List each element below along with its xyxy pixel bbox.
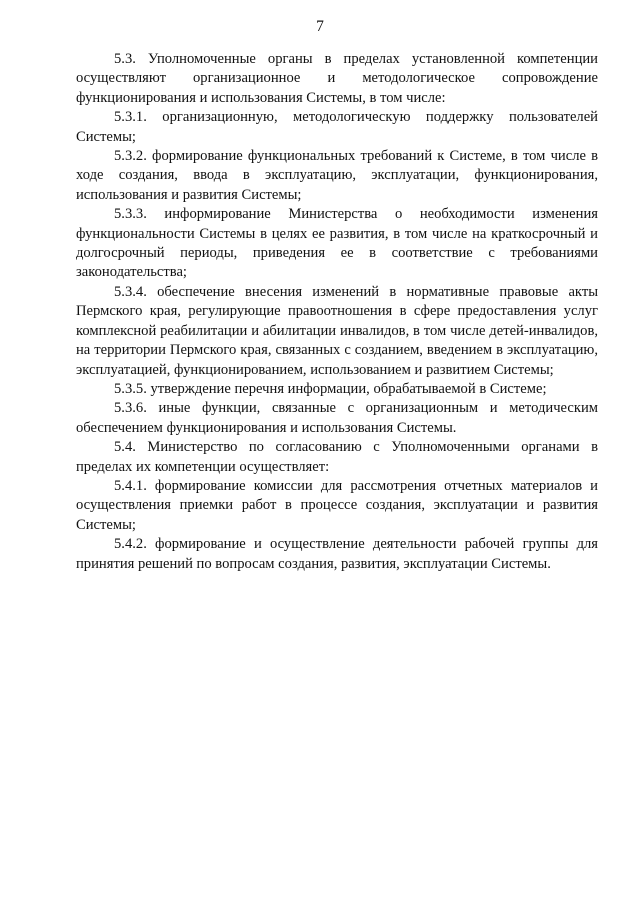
paragraph-5-3-6: 5.3.6. иные функции, связанные с организационным и методическим обеспечением функционирования и использования Системы. bbox=[76, 400, 598, 436]
paragraph-5-3-2: 5.3.2. формирование функциональных требований к Системе, в том числе в ходе создания, ввода в эксплуатацию, эксплуатации, функционирования, использования и развития Системы; bbox=[76, 148, 598, 203]
document-body bbox=[76, 50, 598, 574]
paragraph-5-4: 5.4. Министерство по согласованию с Уполномоченными органами в пределах их компетенции осуществляет: bbox=[76, 439, 598, 475]
paragraph-5-3: 5.3. Уполномоченные органы в пределах установленной компетенции осуществляют организационное и методологическое сопровождение функционирования и использования Системы, в том числе: bbox=[76, 51, 598, 106]
paragraph-5-3-1: 5.3.1. организационную, методологическую поддержку пользователей Системы; bbox=[76, 109, 598, 145]
paragraph-5-3-4: 5.3.4. обеспечение внесения изменений в нормативные правовые акты Пермского края, регулирующие правоотношения в сфере предоставления услуг комплексной реабилитации и абилитации инвалидов, в том числе детей-инвалидов, на территории Пермского края, связанных с созданием, введением в эксплуатацию, эксплуатацией, функционированием, использованием и развитием Системы; bbox=[76, 283, 598, 378]
paragraph-5-3-3: 5.3.3. информирование Министерства о необходимости изменения функциональности Системы в целях ее развития, в том числе на краткосрочный и долгосрочный периоды, приведения ее в соответствие с требованиями законодательства; bbox=[76, 206, 598, 281]
paragraph-5-4-2: 5.4.2. формирование и осуществление деятельности рабочей группы для принятия решений по вопросам создания, развития, эксплуатации Системы. bbox=[76, 536, 598, 572]
page-number: 7 bbox=[316, 18, 324, 35]
paragraph-5-4-1: 5.4.1. формирование комиссии для рассмотрения отчетных материалов и осуществления приемки работ в процессе создания, эксплуатации и развития Системы; bbox=[76, 477, 598, 533]
paragraph-5-3-5: 5.3.5. утверждение перечня информации, обрабатываемой в Системе; bbox=[114, 380, 547, 397]
